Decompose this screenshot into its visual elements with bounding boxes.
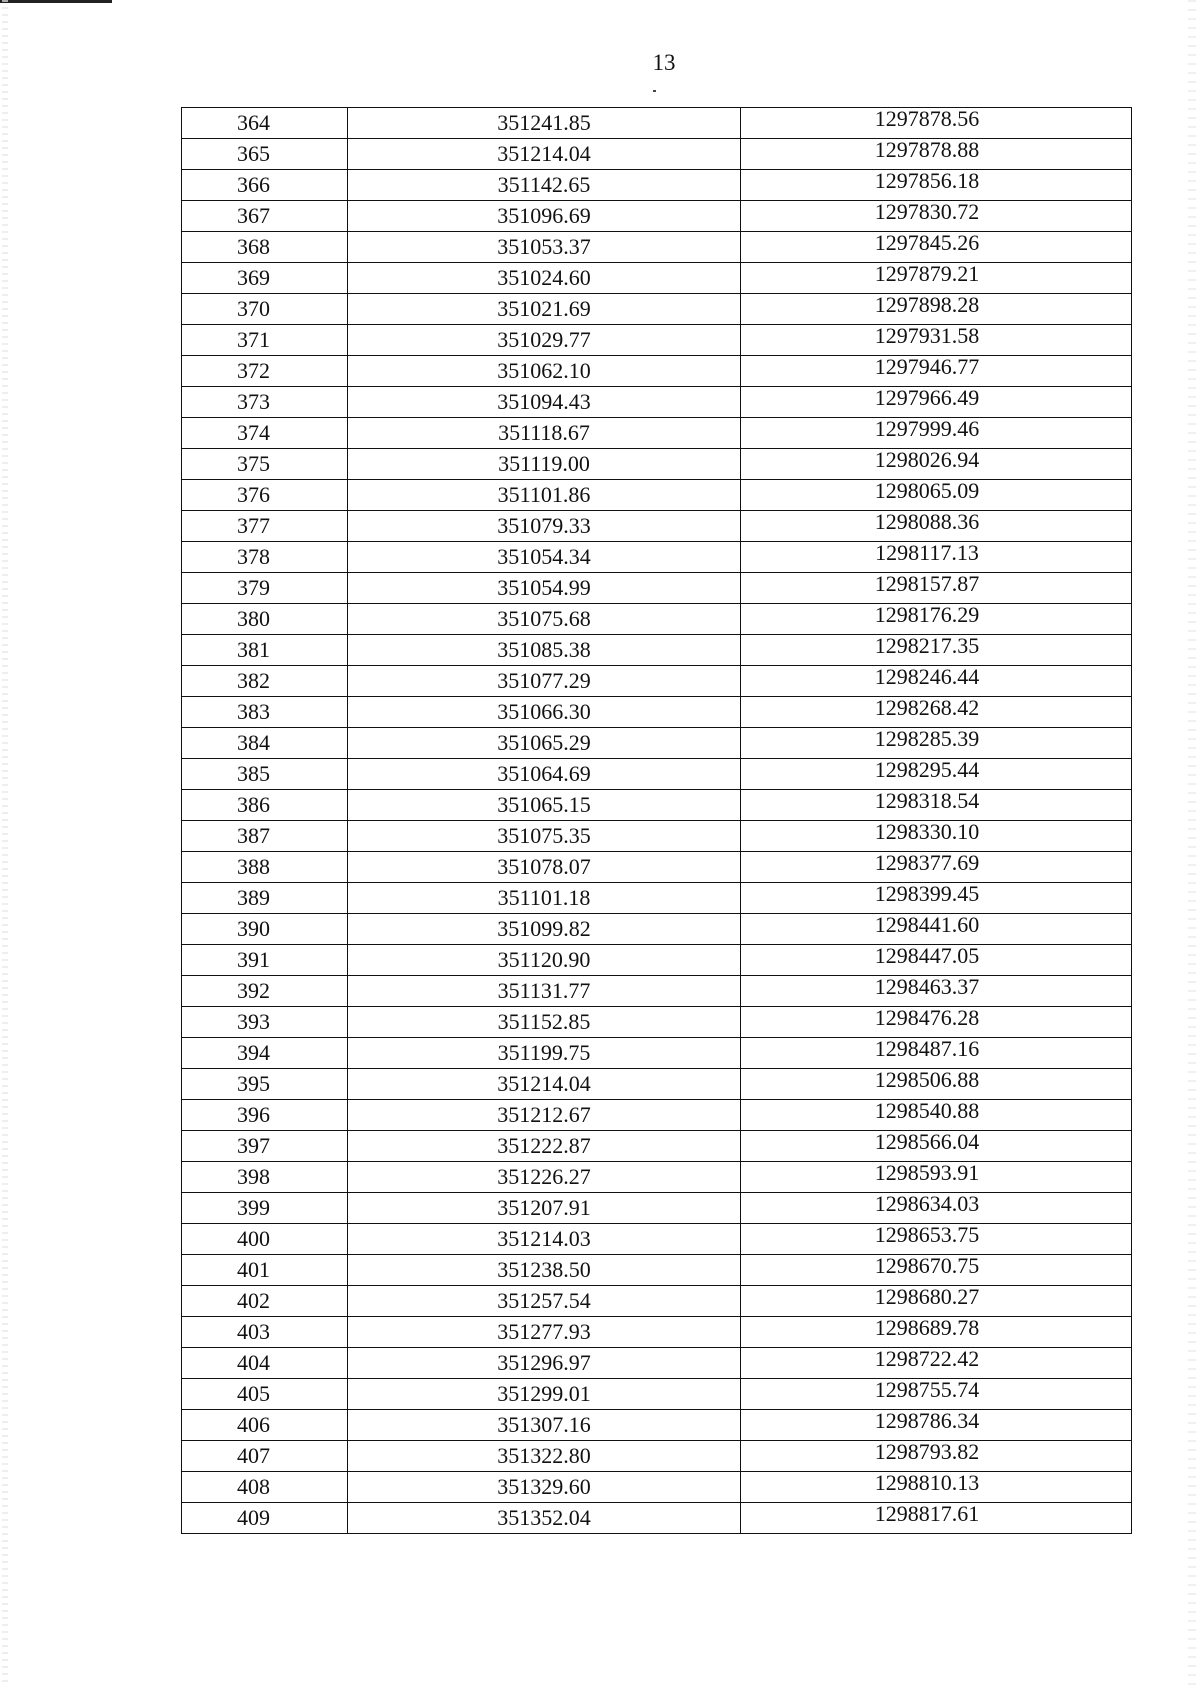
y-coordinate-cell: 1298246.44 — [741, 666, 1132, 697]
coordinate-table — [181, 107, 1132, 1534]
point-number-cell: 397 — [182, 1131, 348, 1162]
y-coordinate-cell: 1298566.04 — [741, 1131, 1132, 1162]
table-row — [182, 1224, 1132, 1255]
table-row — [182, 449, 1132, 480]
y-coordinate-cell: 1298026.94 — [741, 449, 1132, 480]
x-coordinate-cell: 351296.97 — [348, 1348, 741, 1379]
table-row — [182, 759, 1132, 790]
table-row — [182, 1441, 1132, 1472]
table-row — [182, 1038, 1132, 1069]
y-coordinate-cell: 1298318.54 — [741, 790, 1132, 821]
point-number-cell: 403 — [182, 1317, 348, 1348]
table-row — [182, 511, 1132, 542]
point-number-cell: 380 — [182, 604, 348, 635]
point-number-cell: 389 — [182, 883, 348, 914]
point-number-cell: 368 — [182, 232, 348, 263]
table-row — [182, 945, 1132, 976]
x-coordinate-cell: 351064.69 — [348, 759, 741, 790]
x-coordinate-cell: 351131.77 — [348, 976, 741, 1007]
x-coordinate-cell: 351024.60 — [348, 263, 741, 294]
x-coordinate-cell: 351322.80 — [348, 1441, 741, 1472]
x-coordinate-cell: 351119.00 — [348, 449, 741, 480]
y-coordinate-cell: 1298722.42 — [741, 1348, 1132, 1379]
table-row — [182, 883, 1132, 914]
x-coordinate-cell: 351241.85 — [348, 108, 741, 139]
point-number-cell: 377 — [182, 511, 348, 542]
point-number-cell: 387 — [182, 821, 348, 852]
point-number-cell: 406 — [182, 1410, 348, 1441]
y-coordinate-cell: 1298157.87 — [741, 573, 1132, 604]
table-row — [182, 108, 1132, 139]
point-number-cell: 372 — [182, 356, 348, 387]
x-coordinate-cell: 351096.69 — [348, 201, 741, 232]
table-row — [182, 170, 1132, 201]
y-coordinate-cell: 1298755.74 — [741, 1379, 1132, 1410]
point-number-cell: 381 — [182, 635, 348, 666]
table-row — [182, 1503, 1132, 1534]
point-number-cell: 402 — [182, 1286, 348, 1317]
y-coordinate-cell: 1298447.05 — [741, 945, 1132, 976]
table-row — [182, 294, 1132, 325]
table-row — [182, 573, 1132, 604]
x-coordinate-cell: 351078.07 — [348, 852, 741, 883]
x-coordinate-cell: 351094.43 — [348, 387, 741, 418]
x-coordinate-cell: 351021.69 — [348, 294, 741, 325]
y-coordinate-cell: 1298793.82 — [741, 1441, 1132, 1472]
x-coordinate-cell: 351226.27 — [348, 1162, 741, 1193]
y-coordinate-cell: 1298268.42 — [741, 697, 1132, 728]
y-coordinate-cell: 1298476.28 — [741, 1007, 1132, 1038]
x-coordinate-cell: 351307.16 — [348, 1410, 741, 1441]
point-number-cell: 395 — [182, 1069, 348, 1100]
table-row — [182, 1255, 1132, 1286]
x-coordinate-cell: 351222.87 — [348, 1131, 741, 1162]
x-coordinate-cell: 351142.65 — [348, 170, 741, 201]
point-number-cell: 384 — [182, 728, 348, 759]
y-coordinate-cell: 1298117.13 — [741, 542, 1132, 573]
point-number-cell: 400 — [182, 1224, 348, 1255]
y-coordinate-cell: 1297856.18 — [741, 170, 1132, 201]
scan-speck — [653, 90, 656, 92]
table-row — [182, 1379, 1132, 1410]
y-coordinate-cell: 1298463.37 — [741, 976, 1132, 1007]
point-number-cell: 408 — [182, 1472, 348, 1503]
x-coordinate-cell: 351065.15 — [348, 790, 741, 821]
point-number-cell: 364 — [182, 108, 348, 139]
x-coordinate-cell: 351054.34 — [348, 542, 741, 573]
y-coordinate-cell: 1298295.44 — [741, 759, 1132, 790]
table-row — [182, 1410, 1132, 1441]
point-number-cell: 396 — [182, 1100, 348, 1131]
table-row — [182, 1193, 1132, 1224]
x-coordinate-cell: 351077.29 — [348, 666, 741, 697]
y-coordinate-cell: 1298653.75 — [741, 1224, 1132, 1255]
y-coordinate-cell: 1298441.60 — [741, 914, 1132, 945]
scan-corner-mark — [0, 0, 112, 3]
y-coordinate-cell: 1298810.13 — [741, 1472, 1132, 1503]
point-number-cell: 378 — [182, 542, 348, 573]
x-coordinate-cell: 351029.77 — [348, 325, 741, 356]
table-row — [182, 1069, 1132, 1100]
y-coordinate-cell: 1298540.88 — [741, 1100, 1132, 1131]
table-row — [182, 790, 1132, 821]
table-row — [182, 976, 1132, 1007]
table-row — [182, 139, 1132, 170]
table-row — [182, 356, 1132, 387]
point-number-cell: 390 — [182, 914, 348, 945]
point-number-cell: 385 — [182, 759, 348, 790]
y-coordinate-cell: 1298330.10 — [741, 821, 1132, 852]
x-coordinate-cell: 351065.29 — [348, 728, 741, 759]
point-number-cell: 373 — [182, 387, 348, 418]
y-coordinate-cell: 1297946.77 — [741, 356, 1132, 387]
table-row — [182, 1100, 1132, 1131]
x-coordinate-cell: 351277.93 — [348, 1317, 741, 1348]
x-coordinate-cell: 351329.60 — [348, 1472, 741, 1503]
table-row — [182, 325, 1132, 356]
y-coordinate-cell: 1297878.56 — [741, 108, 1132, 139]
table-row — [182, 201, 1132, 232]
y-coordinate-cell: 1297878.88 — [741, 139, 1132, 170]
point-number-cell: 409 — [182, 1503, 348, 1534]
point-number-cell: 393 — [182, 1007, 348, 1038]
y-coordinate-cell: 1298088.36 — [741, 511, 1132, 542]
y-coordinate-cell: 1298670.75 — [741, 1255, 1132, 1286]
point-number-cell: 366 — [182, 170, 348, 201]
point-number-cell: 401 — [182, 1255, 348, 1286]
y-coordinate-cell: 1298487.16 — [741, 1038, 1132, 1069]
table-row — [182, 635, 1132, 666]
table-row — [182, 1131, 1132, 1162]
x-coordinate-cell: 351075.35 — [348, 821, 741, 852]
x-coordinate-cell: 351207.91 — [348, 1193, 741, 1224]
point-number-cell: 391 — [182, 945, 348, 976]
table-row — [182, 821, 1132, 852]
table-row — [182, 480, 1132, 511]
y-coordinate-cell: 1298217.35 — [741, 635, 1132, 666]
point-number-cell: 371 — [182, 325, 348, 356]
x-coordinate-cell: 351054.99 — [348, 573, 741, 604]
table-row — [182, 263, 1132, 294]
y-coordinate-cell: 1298506.88 — [741, 1069, 1132, 1100]
x-coordinate-cell: 351079.33 — [348, 511, 741, 542]
point-number-cell: 404 — [182, 1348, 348, 1379]
x-coordinate-cell: 351101.86 — [348, 480, 741, 511]
x-coordinate-cell: 351062.10 — [348, 356, 741, 387]
point-number-cell: 365 — [182, 139, 348, 170]
x-coordinate-cell: 351214.04 — [348, 139, 741, 170]
x-coordinate-cell: 351214.04 — [348, 1069, 741, 1100]
x-coordinate-cell: 351085.38 — [348, 635, 741, 666]
y-coordinate-cell: 1298689.78 — [741, 1317, 1132, 1348]
y-coordinate-cell: 1297830.72 — [741, 201, 1132, 232]
table-row — [182, 387, 1132, 418]
y-coordinate-cell: 1297931.58 — [741, 325, 1132, 356]
x-coordinate-cell: 351257.54 — [348, 1286, 741, 1317]
x-coordinate-cell: 351352.04 — [348, 1503, 741, 1534]
y-coordinate-cell: 1297879.21 — [741, 263, 1132, 294]
x-coordinate-cell: 351075.68 — [348, 604, 741, 635]
y-coordinate-cell: 1298399.45 — [741, 883, 1132, 914]
point-number-cell: 370 — [182, 294, 348, 325]
x-coordinate-cell: 351238.50 — [348, 1255, 741, 1286]
y-coordinate-cell: 1298285.39 — [741, 728, 1132, 759]
y-coordinate-cell: 1298176.29 — [741, 604, 1132, 635]
point-number-cell: 383 — [182, 697, 348, 728]
table-row — [182, 914, 1132, 945]
x-coordinate-cell: 351120.90 — [348, 945, 741, 976]
x-coordinate-cell: 351199.75 — [348, 1038, 741, 1069]
point-number-cell: 374 — [182, 418, 348, 449]
point-number-cell: 399 — [182, 1193, 348, 1224]
point-number-cell: 382 — [182, 666, 348, 697]
point-number-cell: 394 — [182, 1038, 348, 1069]
y-coordinate-cell: 1297966.49 — [741, 387, 1132, 418]
x-coordinate-cell: 351118.67 — [348, 418, 741, 449]
scan-edge-right — [1188, 0, 1196, 1686]
y-coordinate-cell: 1298786.34 — [741, 1410, 1132, 1441]
point-number-cell: 407 — [182, 1441, 348, 1472]
table-row — [182, 232, 1132, 263]
y-coordinate-cell: 1298634.03 — [741, 1193, 1132, 1224]
point-number-cell: 405 — [182, 1379, 348, 1410]
table-row — [182, 697, 1132, 728]
table-row — [182, 1317, 1132, 1348]
table-row — [182, 852, 1132, 883]
x-coordinate-cell: 351299.01 — [348, 1379, 741, 1410]
x-coordinate-cell: 351214.03 — [348, 1224, 741, 1255]
x-coordinate-cell: 351066.30 — [348, 697, 741, 728]
y-coordinate-cell: 1297999.46 — [741, 418, 1132, 449]
y-coordinate-cell: 1298593.91 — [741, 1162, 1132, 1193]
table-row — [182, 728, 1132, 759]
scan-edge-left — [2, 0, 8, 1686]
y-coordinate-cell: 1297845.26 — [741, 232, 1132, 263]
y-coordinate-cell: 1298680.27 — [741, 1286, 1132, 1317]
point-number-cell: 392 — [182, 976, 348, 1007]
y-coordinate-cell: 1297898.28 — [741, 294, 1132, 325]
x-coordinate-cell: 351099.82 — [348, 914, 741, 945]
y-coordinate-cell: 1298377.69 — [741, 852, 1132, 883]
table-row — [182, 604, 1132, 635]
point-number-cell: 376 — [182, 480, 348, 511]
table-row — [182, 1162, 1132, 1193]
point-number-cell: 388 — [182, 852, 348, 883]
table-row — [182, 1007, 1132, 1038]
x-coordinate-cell: 351053.37 — [348, 232, 741, 263]
point-number-cell: 369 — [182, 263, 348, 294]
page-number: 13 — [652, 50, 676, 75]
table-row — [182, 1472, 1132, 1503]
point-number-cell: 367 — [182, 201, 348, 232]
y-coordinate-cell: 1298817.61 — [741, 1503, 1132, 1534]
table-row — [182, 666, 1132, 697]
x-coordinate-cell: 351152.85 — [348, 1007, 741, 1038]
y-coordinate-cell: 1298065.09 — [741, 480, 1132, 511]
x-coordinate-cell: 351101.18 — [348, 883, 741, 914]
table-row — [182, 418, 1132, 449]
point-number-cell: 398 — [182, 1162, 348, 1193]
coordinate-table-body — [182, 108, 1132, 1534]
point-number-cell: 386 — [182, 790, 348, 821]
point-number-cell: 375 — [182, 449, 348, 480]
table-row — [182, 1348, 1132, 1379]
table-row — [182, 1286, 1132, 1317]
point-number-cell: 379 — [182, 573, 348, 604]
x-coordinate-cell: 351212.67 — [348, 1100, 741, 1131]
table-row — [182, 542, 1132, 573]
